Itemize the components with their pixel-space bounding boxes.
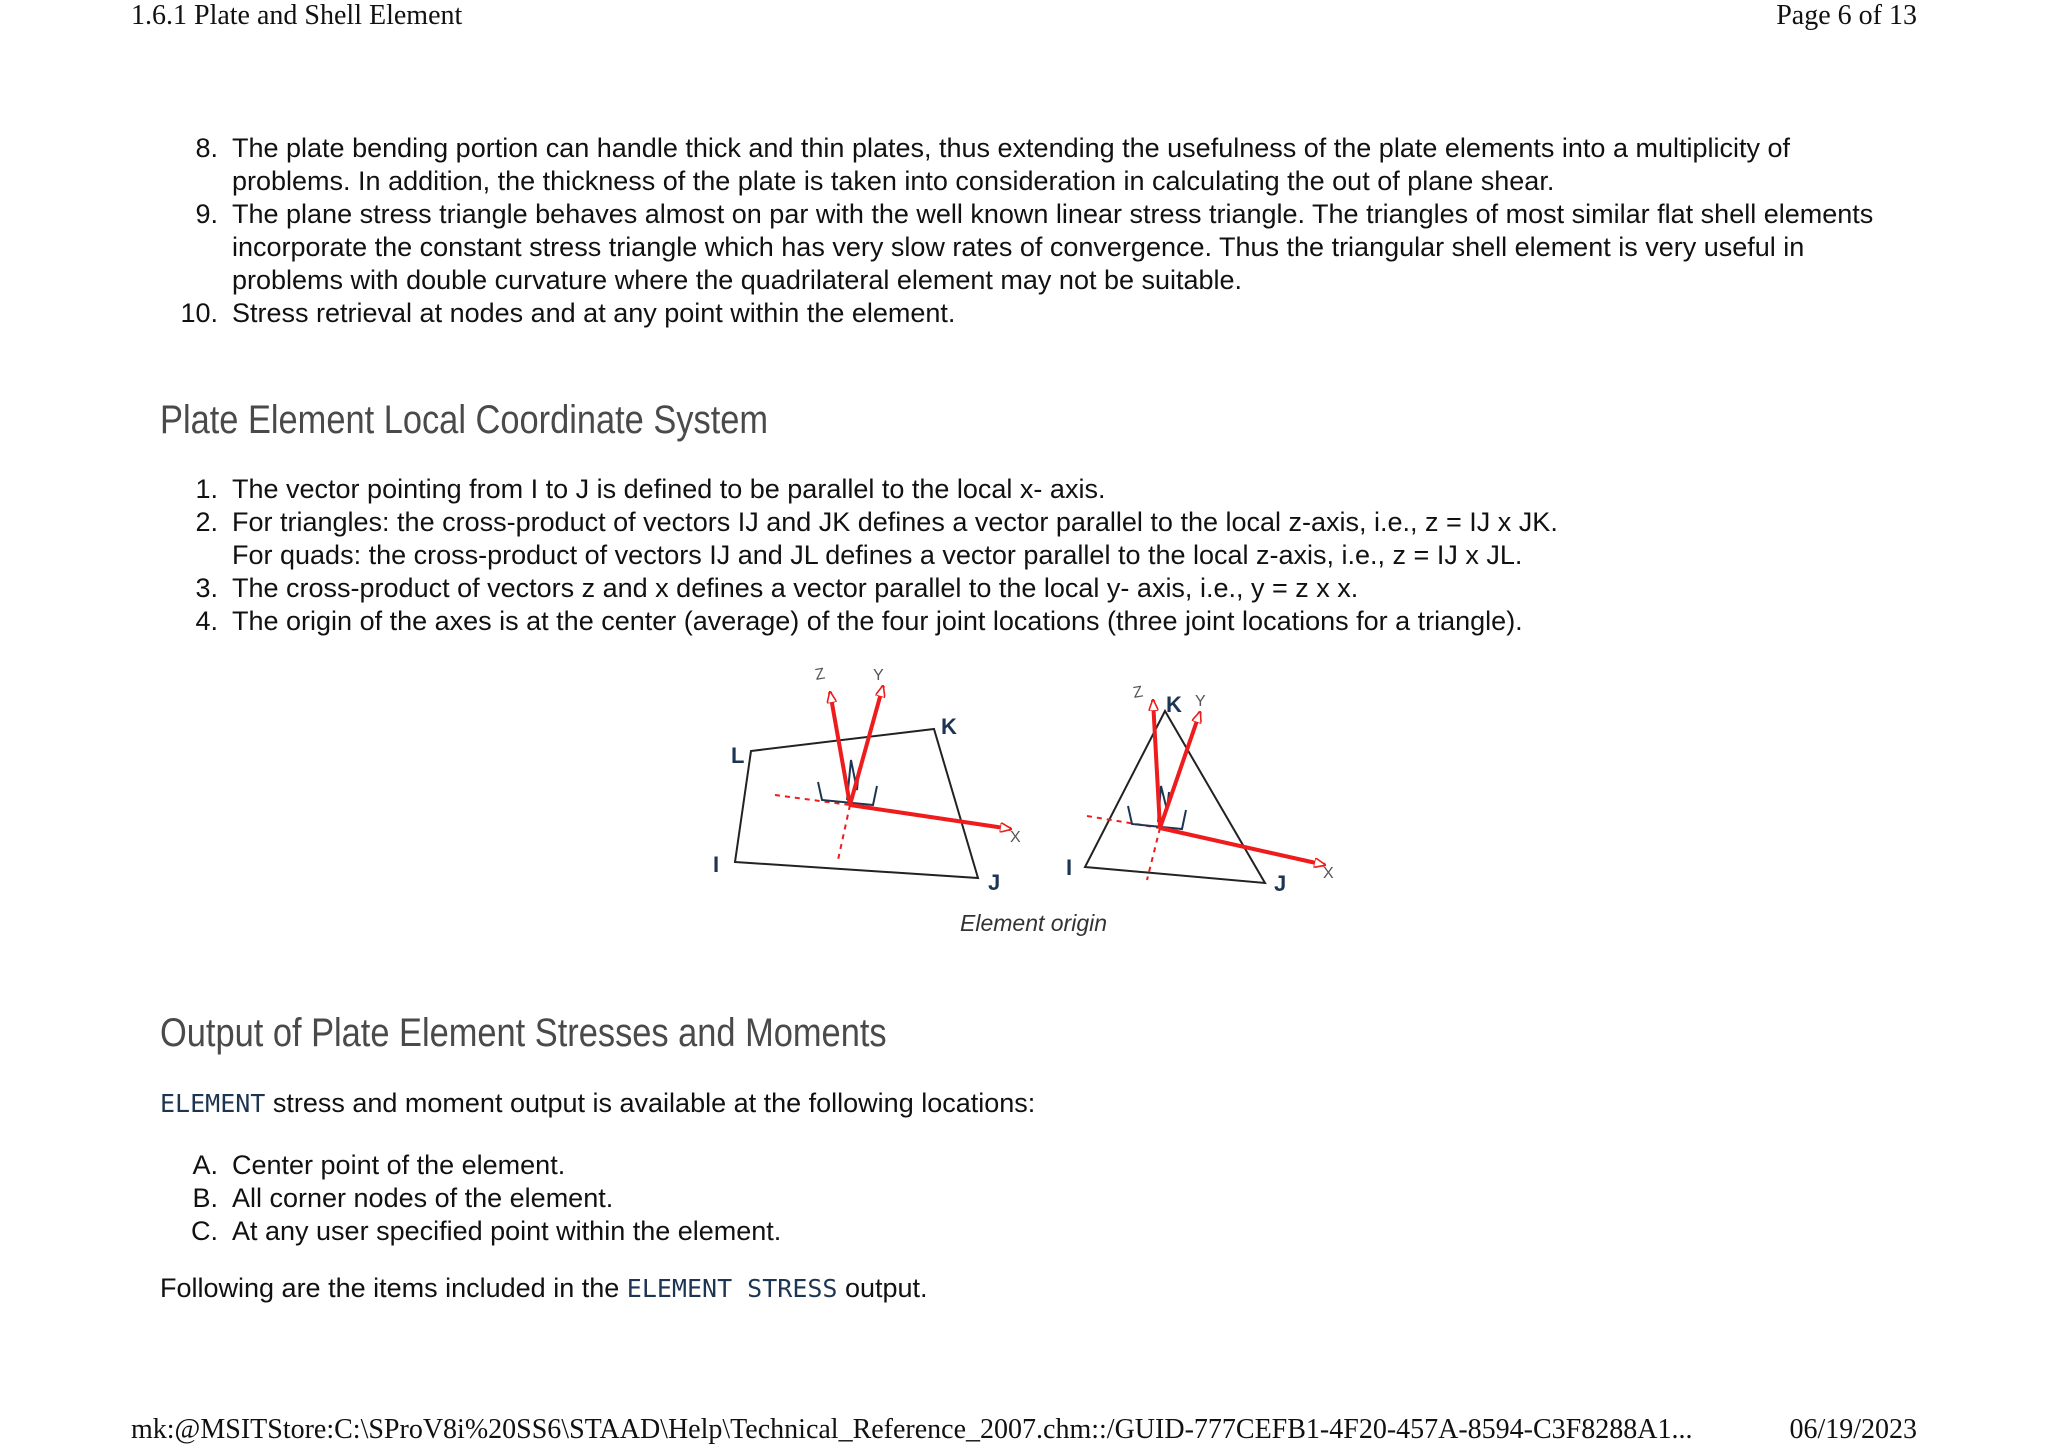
following-text-pre: Following are the items included in the xyxy=(160,1273,627,1303)
quad-label-x: X xyxy=(1010,829,1021,846)
triangle-element-diagram xyxy=(1066,683,1334,896)
page-number: Page 6 of 13 xyxy=(1776,0,1917,31)
list-text: The plane stress triangle behaves almost on par with the well known linear stress triangle. The triangles of most similar flat shell elements incorporate the constant stress triangle which has very slow rates of convergence. Thus the triangular shell element is very useful in problems with double curvature where the quadrilateral element may not be suitable. xyxy=(232,199,1874,295)
tri-label-k: K xyxy=(1166,692,1182,717)
tri-label-z: Z xyxy=(1131,683,1145,702)
quad-label-y: Y xyxy=(873,667,884,684)
tri-label-i: I xyxy=(1066,855,1073,880)
list-number: 10. xyxy=(180,298,218,328)
tri-y-axis xyxy=(1160,712,1200,828)
element-keyword: ELEMENT xyxy=(160,1089,266,1118)
list-text: The cross-product of vectors z and x defines a vector parallel to the local y- axis, i.e., y = z x x. xyxy=(232,573,1359,603)
element-stress-keyword: ELEMENT STRESS xyxy=(626,1274,838,1303)
quad-dashed-x-axis xyxy=(775,795,850,805)
list-text: Stress retrieval at nodes and at any point within the element. xyxy=(232,298,956,328)
list-number: 9. xyxy=(195,199,218,229)
section-heading-coordinate-system: Plate Element Local Coordinate System xyxy=(160,398,769,442)
list-number: C. xyxy=(191,1216,218,1246)
source-path: mk:@MSITStore:C:\SProV8i%20SS6\STAAD\Help\Technical_Reference_2007.chm::/GUID-777CEFB1-4F20-457A-8594-C3F8288A1... xyxy=(131,1414,1693,1445)
triangle-outline xyxy=(1085,711,1265,883)
quad-label-j: J xyxy=(988,870,1001,895)
list-number: 8. xyxy=(195,133,218,163)
document-title: 1.6.1 Plate and Shell Element xyxy=(131,0,463,31)
section-heading-output: Output of Plate Element Stresses and Moments xyxy=(160,1011,887,1055)
list-text: The origin of the axes is at the center (average) of the four joint locations (three joint locations for a triangle). xyxy=(232,606,1523,636)
output-intro xyxy=(160,1088,1035,1119)
list-number: 3. xyxy=(195,573,218,603)
quad-element-diagram xyxy=(713,665,1021,895)
following-items-paragraph xyxy=(160,1273,928,1304)
list-text: All corner nodes of the element. xyxy=(232,1183,614,1213)
quad-label-l: L xyxy=(731,743,745,768)
list-text: For triangles: the cross-product of vectors IJ and JK defines a vector parallel to the local z-axis, i.e., z = IJ x JK. xyxy=(232,507,1558,537)
quad-label-i: I xyxy=(713,852,720,877)
following-text-post: output. xyxy=(837,1273,928,1303)
list-number: 2. xyxy=(195,507,218,537)
output-locations-list xyxy=(160,1149,1360,1248)
quad-x-axis xyxy=(850,805,1011,829)
list-item xyxy=(160,1149,1360,1182)
quad-z-axis xyxy=(830,692,850,805)
tri-label-j: J xyxy=(1274,871,1287,896)
figure-caption: Element origin xyxy=(960,910,1108,936)
tri-label-x: X xyxy=(1323,865,1334,882)
tri-label-y: Y xyxy=(1195,693,1206,710)
quad-dashed-z-axis xyxy=(838,805,850,860)
list-text: Center point of the element. xyxy=(232,1150,566,1180)
list-number: 1. xyxy=(195,474,218,504)
quad-label-k: K xyxy=(941,714,957,739)
list-text: The plate bending portion can handle thick and thin plates, thus extending the usefulness of the plate elements into a multiplicity of problems. In addition, the thickness of the plate is taken into consideration in calculating the out of plane shear. xyxy=(232,133,1790,196)
tri-z-axis xyxy=(1153,700,1160,828)
list-number: A. xyxy=(192,1150,218,1180)
list-number: 4. xyxy=(195,606,218,636)
tri-x-axis xyxy=(1160,828,1325,865)
output-intro-text: stress and moment output is available at the following locations: xyxy=(265,1088,1036,1118)
print-date: 06/19/2023 xyxy=(1789,1414,1917,1445)
quad-y-axis xyxy=(850,686,883,805)
list-text: The vector pointing from I to J is defined to be parallel to the local x- axis. xyxy=(232,474,1106,504)
list-item xyxy=(160,1215,1360,1248)
list-text: At any user specified point within the element. xyxy=(232,1216,782,1246)
list-number: B. xyxy=(192,1183,218,1213)
list-text-continued: For quads: the cross-product of vectors IJ and JL defines a vector parallel to the local z-axis, i.e., z = IJ x JL. xyxy=(232,540,1523,570)
list-item xyxy=(160,1182,1360,1215)
quad-label-z: Z xyxy=(813,665,827,684)
